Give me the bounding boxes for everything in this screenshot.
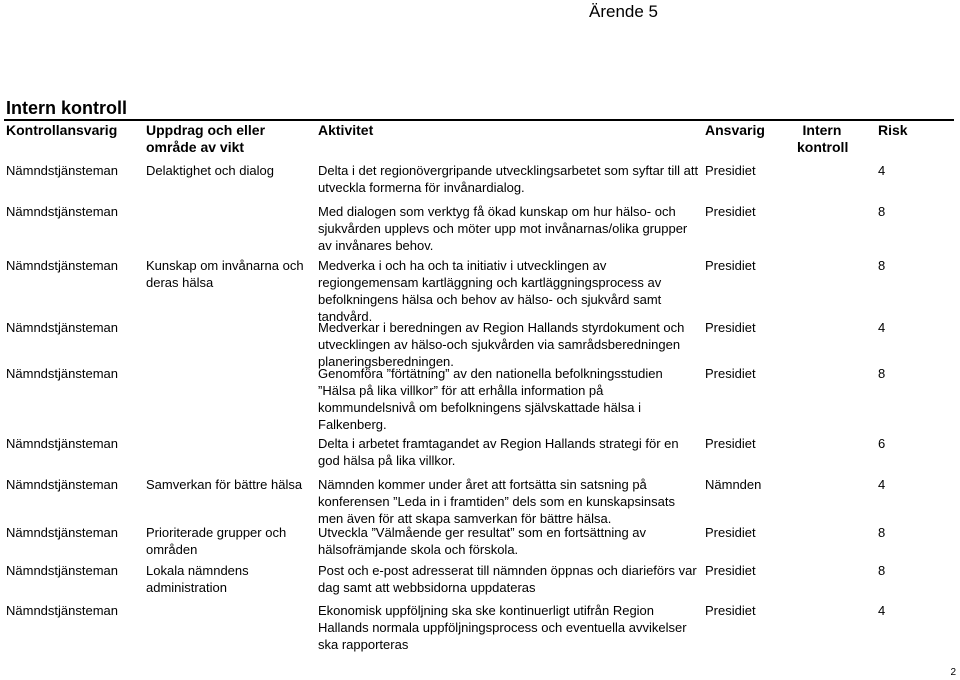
- row-kontrollansvarig: Nämndstjänsteman: [6, 320, 118, 335]
- column-header-kontrollansvarig: [6, 122, 117, 139]
- column-header-uppdrag: [146, 122, 265, 156]
- row-uppdrag: Prioriterade grupper och områden: [146, 525, 287, 557]
- row-risk: 8: [878, 366, 886, 381]
- row-aktivitet: Genomföra ”förtätning” av den nationella befolkningsstudien ”Hälsa på lika villkor” för att erhålla information på kommundelsnivå om befolkningens självskattade hälsa i Falkenberg.: [318, 366, 663, 432]
- row-risk: 8: [878, 563, 886, 578]
- row-kontrollansvarig: Nämndstjänsteman: [6, 258, 118, 273]
- row-aktivitet: Delta i arbetet framtagandet av Region Hallands strategi för en god hälsa på lika villkor.: [318, 436, 679, 468]
- page-title: Intern kontroll: [6, 98, 127, 118]
- page-number: 2: [950, 667, 956, 678]
- column-header-ansvarig-label: Ansvarig: [705, 122, 765, 138]
- column-header-risk: [878, 122, 908, 139]
- row-risk: 4: [878, 320, 886, 335]
- column-header-intern-line2: kontroll: [797, 139, 849, 155]
- row-risk: 8: [878, 204, 886, 219]
- row-uppdrag: Kunskap om invånarna och deras hälsa: [146, 258, 304, 290]
- row-kontrollansvarig: Nämndstjänsteman: [6, 477, 118, 492]
- column-header-intern-line1: Intern: [802, 122, 842, 138]
- row-ansvarig: Presidiet: [705, 163, 756, 178]
- row-risk: 4: [878, 603, 886, 618]
- column-header-ansvarig: [705, 122, 765, 139]
- row-aktivitet: Delta i det regionövergripande utvecklingsarbetet som syftar till att utveckla formerna för invånardialog.: [318, 163, 699, 195]
- row-kontrollansvarig: Nämndstjänsteman: [6, 525, 118, 540]
- row-kontrollansvarig: Nämndstjänsteman: [6, 204, 118, 219]
- row-ansvarig: Presidiet: [705, 204, 756, 219]
- row-risk: 8: [878, 258, 886, 273]
- column-header-kontrollansvarig-label: Kontrollansvarig: [6, 122, 118, 138]
- row-aktivitet: Medverka i och ha och ta initiativ i utvecklingen av regiongemensam kartläggning och kartläggningsprocess av befolkningens hälsa och behov av hälso- och sjukvård samt tandvård.: [318, 258, 662, 324]
- title-underline: [4, 119, 954, 121]
- column-header-aktivitet-label: Aktivitet: [318, 122, 374, 138]
- row-kontrollansvarig: Nämndstjänsteman: [6, 163, 118, 178]
- row-ansvarig: Presidiet: [705, 603, 756, 618]
- row-ansvarig: Presidiet: [705, 525, 756, 540]
- row-aktivitet: Utveckla ”Välmående ger resultat” som en fortsättning av hälsofrämjande skola och förskola.: [318, 525, 647, 557]
- row-uppdrag: Lokala nämndens administration: [146, 563, 249, 595]
- column-header-uppdrag-line2: område av vikt: [146, 139, 245, 155]
- row-risk: 4: [878, 477, 886, 492]
- row-kontrollansvarig: Nämndstjänsteman: [6, 563, 118, 578]
- column-header-uppdrag-line1: Uppdrag och eller: [146, 122, 266, 138]
- row-aktivitet: Ekonomisk uppföljning ska ske kontinuerligt utifrån Region Hallands normala uppföljningsprocess och eventuella avvikelser ska rapporteras: [318, 603, 687, 652]
- row-ansvarig: Presidiet: [705, 563, 756, 578]
- row-aktivitet: Medverkar i beredningen av Region Hallands styrdokument och utvecklingen av hälso-och sjukvården via samrådsberedningen planeringsberedningen.: [318, 320, 685, 369]
- row-kontrollansvarig: Nämndstjänsteman: [6, 366, 118, 381]
- row-uppdrag: Samverkan för bättre hälsa: [146, 477, 303, 492]
- row-uppdrag: Delaktighet och dialog: [146, 163, 274, 178]
- column-header-aktivitet: [318, 122, 373, 139]
- row-aktivitet: Med dialogen som verktyg få ökad kunskap om hur hälso- och sjukvården upplevs och möter upp mot invånarnas/olika grupper av invånares behov.: [318, 204, 688, 253]
- column-header-intern-kontroll: [797, 122, 847, 156]
- row-ansvarig: Presidiet: [705, 320, 756, 335]
- row-risk: 8: [878, 525, 886, 540]
- row-aktivitet: Post och e-post adresserat till nämnden öppnas och diarieförs var dag samt att webbsidorna uppdateras: [318, 563, 697, 595]
- page-header: Ärende 5: [589, 2, 658, 21]
- row-kontrollansvarig: Nämndstjänsteman: [6, 603, 118, 618]
- column-header-risk-label: Risk: [878, 122, 908, 138]
- row-ansvarig: Nämnden: [705, 477, 762, 492]
- row-aktivitet: Nämnden kommer under året att fortsätta sin satsning på konferensen ”Leda in i framtiden” dels som en kunskapsinsats men även för att skapa samverkan för bättre hälsa.: [318, 477, 675, 526]
- row-ansvarig: Presidiet: [705, 436, 756, 451]
- row-risk: 6: [878, 436, 886, 451]
- row-kontrollansvarig: Nämndstjänsteman: [6, 436, 118, 451]
- row-ansvarig: Presidiet: [705, 366, 756, 381]
- row-ansvarig: Presidiet: [705, 258, 756, 273]
- row-risk: 4: [878, 163, 886, 178]
